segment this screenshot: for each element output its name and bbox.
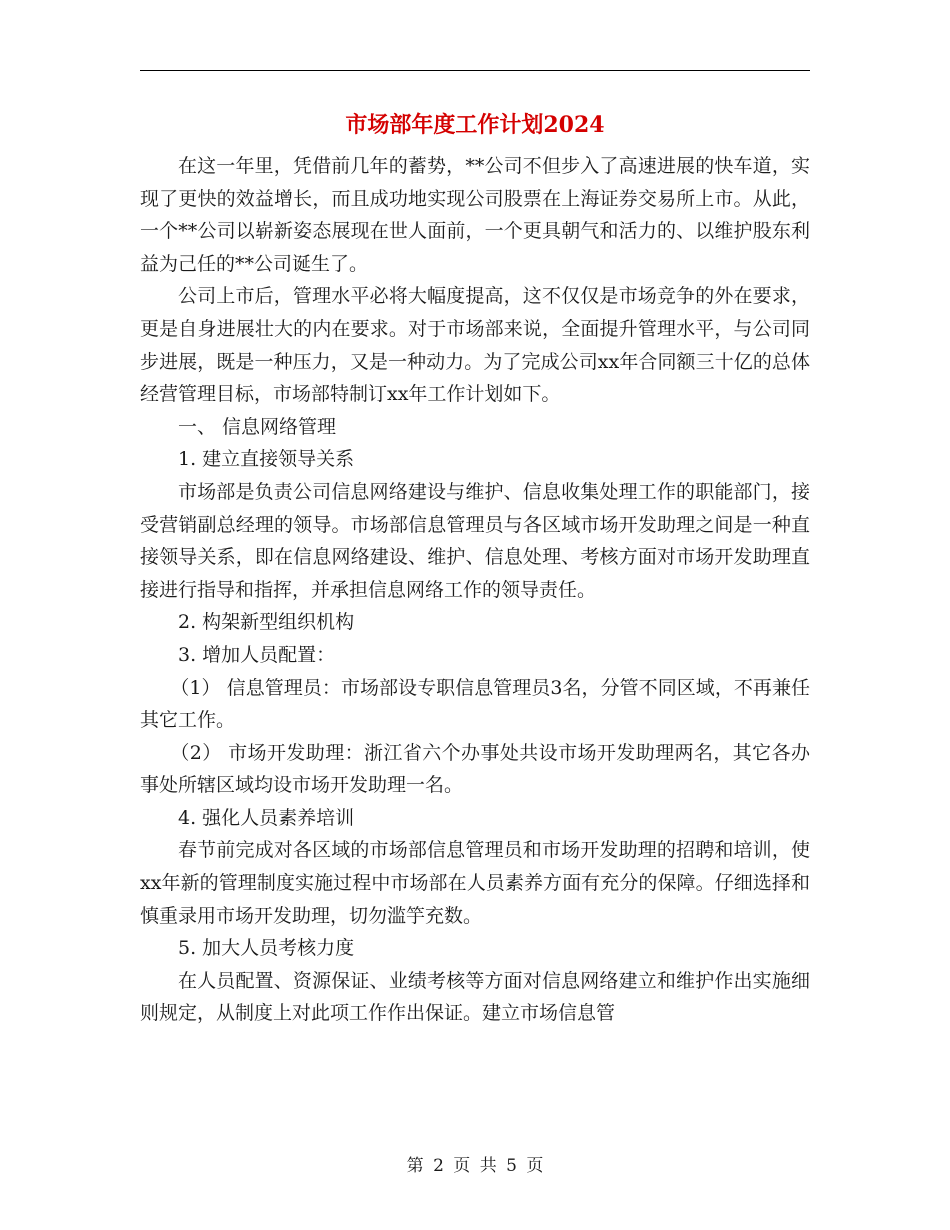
paragraph: 市场部是负责公司信息网络建设与维护、信息收集处理工作的职能部门，接受营销副总经理的领导。市场部信息管理员与各区域市场开发助理之间是一种直接领导关系，即在信息网络建设、维护、信息处理、考核方面对市场开发助理直接进行指导和指挥，并承担信息网络工作的领导责任。 bbox=[140, 480, 810, 601]
subsection-heading: 1. 建立直接领导关系 bbox=[178, 448, 355, 471]
page-number-footer: 第 2 页 共 5 页 bbox=[406, 1156, 544, 1176]
header-rule bbox=[140, 70, 810, 71]
paragraph: 在人员配置、资源保证、业绩考核等方面对信息网络建立和维护作出实施细则规定，从制度上对此项工作作出保证。建立市场信息管 bbox=[140, 969, 810, 1025]
list-item: （2） 市场开发助理：浙江省六个办事处共设市场开发助理两名，其它各办事处所辖区域均设市场开发助理一名。 bbox=[140, 741, 810, 797]
subsection-heading: 3. 增加人员配置： bbox=[178, 643, 336, 666]
section-heading: 一、 信息网络管理 bbox=[178, 415, 337, 438]
paragraph: 春节前完成对各区域的市场部信息管理员和市场开发助理的招聘和培训，使xx年新的管理制度实施过程中市场部在人员素养方面有充分的保障。仔细选择和慎重录用市场开发助理，切勿滥竽充数。 bbox=[140, 839, 810, 927]
list-item: （1） 信息管理员：市场部设专职信息管理员3名，分管不同区域，不再兼任其它工作。 bbox=[140, 676, 810, 732]
paragraph: 在这一年里，凭借前几年的蓄势，**公司不但步入了高速进展的快车道，实现了更快的效益增长，而且成功地实现公司股票在上海证券交易所上市。从此，一个**公司以崭新姿态展现在世人面前，一个更具朝气和活力的、以维护股东利益为己任的**公司诞生了。 bbox=[140, 155, 810, 275]
subsection-heading: 4. 强化人员素养培训 bbox=[178, 806, 355, 829]
paragraph: 公司上市后，管理水平必将大幅度提高，这不仅仅是市场竞争的外在要求，更是自身进展壮大的内在要求。对于市场部来说，全面提升管理水平，与公司同步进展，既是一种压力，又是一种动力。为了完成公司xx年合同额三十亿的总体经营管理目标，市场部特制订xx年工作计划如下。 bbox=[140, 285, 810, 406]
subsection-heading: 5. 加大人员考核力度 bbox=[178, 937, 355, 960]
subsection-heading: 2. 构架新型组织机构 bbox=[178, 611, 355, 634]
document-title: 市场部年度工作计划2024 bbox=[345, 112, 605, 138]
document-body bbox=[140, 150, 810, 1030]
